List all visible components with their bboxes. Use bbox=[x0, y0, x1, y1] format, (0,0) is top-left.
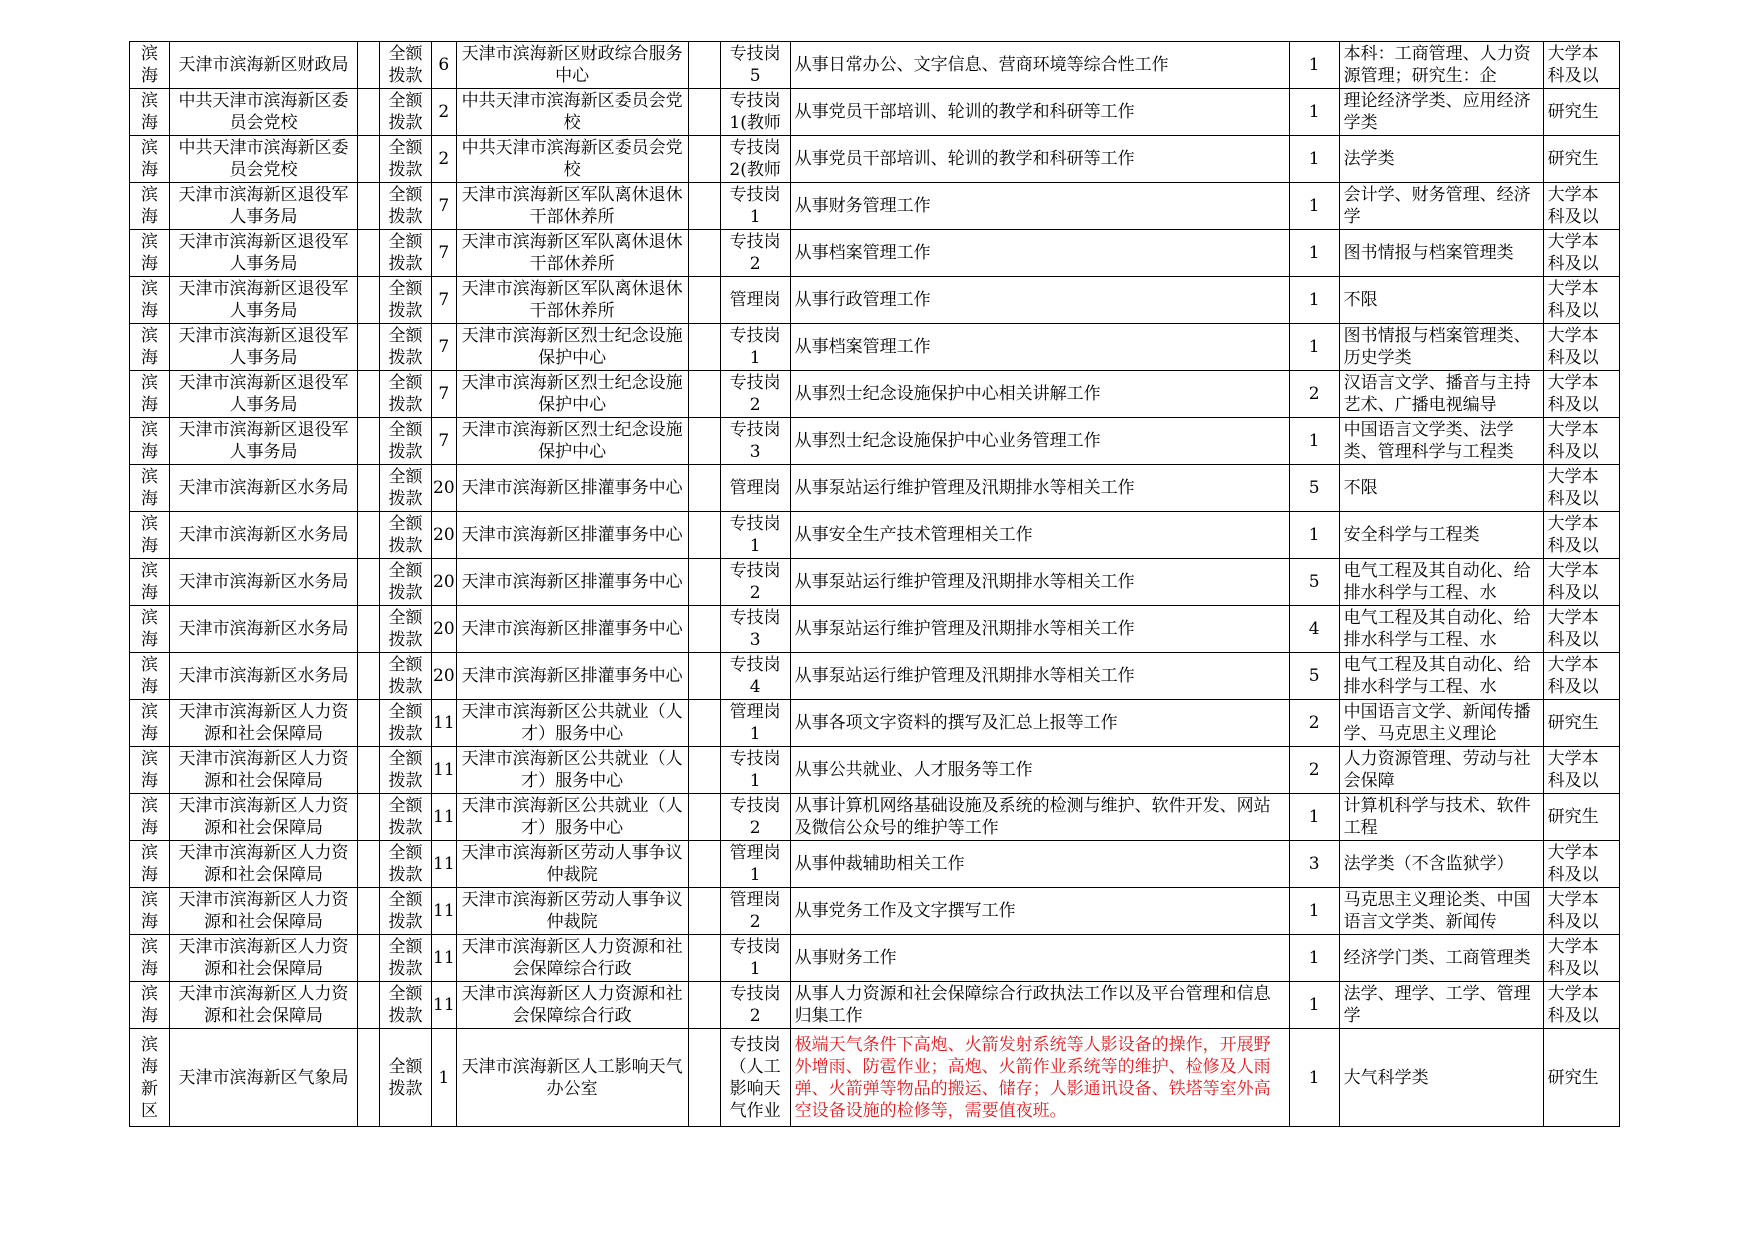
region-cell[interactable]: 滨海 bbox=[130, 700, 170, 747]
major-cell[interactable]: 本科：工商管理、人力资源管理；研究生：企 bbox=[1339, 42, 1543, 89]
unit-cell[interactable]: 天津市滨海新区排灌事务中心 bbox=[456, 465, 688, 512]
department-cell[interactable]: 天津市滨海新区财政局 bbox=[170, 42, 358, 89]
table-row bbox=[130, 371, 1620, 418]
count-cell[interactable]: 1 bbox=[1289, 1029, 1339, 1127]
education-cell[interactable]: 大学本科及以 bbox=[1543, 841, 1619, 888]
unit-cell[interactable]: 中共天津市滨海新区委员会党校 bbox=[456, 89, 688, 136]
blank-cell[interactable] bbox=[358, 371, 380, 418]
unit-cell[interactable]: 天津市滨海新区公共就业（人才）服务中心 bbox=[456, 794, 688, 841]
major-cell[interactable]: 人力资源管理、劳动与社会保障 bbox=[1339, 747, 1543, 794]
unit-cell[interactable]: 天津市滨海新区劳动人事争议仲裁院 bbox=[456, 841, 688, 888]
blank-cell[interactable] bbox=[688, 230, 720, 277]
education-cell[interactable]: 大学本科及以 bbox=[1543, 42, 1619, 89]
blank-cell[interactable] bbox=[358, 841, 380, 888]
duty-cell[interactable]: 从事档案管理工作 bbox=[790, 230, 1289, 277]
region-cell[interactable]: 滨海 bbox=[130, 512, 170, 559]
duty-cell[interactable]: 从事党员干部培训、轮训的教学和科研等工作 bbox=[790, 89, 1289, 136]
region-cell[interactable]: 滨海新区 bbox=[130, 1029, 170, 1127]
department-cell[interactable]: 天津市滨海新区退役军人事务局 bbox=[170, 183, 358, 230]
major-cell[interactable]: 经济学门类、工商管理类 bbox=[1339, 935, 1543, 982]
blank-cell[interactable] bbox=[358, 324, 380, 371]
department-cell[interactable]: 中共天津市滨海新区委员会党校 bbox=[170, 89, 358, 136]
region-cell[interactable]: 滨海 bbox=[130, 324, 170, 371]
blank-cell[interactable] bbox=[358, 89, 380, 136]
recruitment-table bbox=[129, 41, 1620, 1127]
duty-cell[interactable]: 从事泵站运行维护管理及汛期排水等相关工作 bbox=[790, 559, 1289, 606]
region-cell[interactable]: 滨海 bbox=[130, 888, 170, 935]
unit-cell[interactable]: 天津市滨海新区烈士纪念设施保护中心 bbox=[456, 324, 688, 371]
department-cell[interactable]: 天津市滨海新区退役军人事务局 bbox=[170, 277, 358, 324]
code-cell[interactable]: 11 bbox=[432, 794, 457, 841]
table-row bbox=[130, 136, 1620, 183]
post-cell[interactable]: 管理岗1 bbox=[720, 700, 790, 747]
funding-cell[interactable]: 全额拨款 bbox=[380, 982, 432, 1029]
blank-cell[interactable] bbox=[688, 747, 720, 794]
department-cell[interactable]: 天津市滨海新区退役军人事务局 bbox=[170, 418, 358, 465]
region-cell[interactable]: 滨海 bbox=[130, 277, 170, 324]
count-cell[interactable]: 1 bbox=[1289, 512, 1339, 559]
code-cell[interactable]: 20 bbox=[432, 465, 457, 512]
duty-cell[interactable]: 从事各项文字资料的撰写及汇总上报等工作 bbox=[790, 700, 1289, 747]
table-row bbox=[130, 559, 1620, 606]
major-cell[interactable]: 法学、理学、工学、管理学 bbox=[1339, 982, 1543, 1029]
funding-cell[interactable]: 全额拨款 bbox=[380, 559, 432, 606]
education-cell[interactable]: 大学本科及以 bbox=[1543, 747, 1619, 794]
post-cell[interactable]: 专技岗5 bbox=[720, 42, 790, 89]
unit-cell[interactable]: 天津市滨海新区军队离休退休干部休养所 bbox=[456, 230, 688, 277]
blank-cell[interactable] bbox=[688, 794, 720, 841]
funding-cell[interactable]: 全额拨款 bbox=[380, 794, 432, 841]
count-cell[interactable]: 5 bbox=[1289, 653, 1339, 700]
code-cell[interactable]: 20 bbox=[432, 559, 457, 606]
code-cell[interactable]: 1 bbox=[432, 1029, 457, 1127]
duty-cell[interactable]: 从事财务工作 bbox=[790, 935, 1289, 982]
blank-cell[interactable] bbox=[688, 982, 720, 1029]
department-cell[interactable]: 天津市滨海新区退役军人事务局 bbox=[170, 324, 358, 371]
table-row bbox=[130, 700, 1620, 747]
unit-cell[interactable]: 天津市滨海新区军队离休退休干部休养所 bbox=[456, 277, 688, 324]
count-cell[interactable]: 1 bbox=[1289, 794, 1339, 841]
department-cell[interactable]: 天津市滨海新区人力资源和社会保障局 bbox=[170, 794, 358, 841]
post-cell[interactable]: 管理岗 bbox=[720, 277, 790, 324]
duty-cell[interactable]: 从事财务管理工作 bbox=[790, 183, 1289, 230]
department-cell[interactable]: 天津市滨海新区人力资源和社会保障局 bbox=[170, 982, 358, 1029]
unit-cell[interactable]: 天津市滨海新区劳动人事争议仲裁院 bbox=[456, 888, 688, 935]
major-cell[interactable]: 法学类（不含监狱学） bbox=[1339, 841, 1543, 888]
major-cell[interactable]: 法学类 bbox=[1339, 136, 1543, 183]
count-cell[interactable]: 1 bbox=[1289, 418, 1339, 465]
unit-cell[interactable]: 天津市滨海新区排灌事务中心 bbox=[456, 559, 688, 606]
funding-cell[interactable]: 全额拨款 bbox=[380, 324, 432, 371]
duty-cell[interactable]: 极端天气条件下高炮、火箭发射系统等人影设备的操作，开展野外增雨、防雹作业；高炮、火箭作业系统等的维护、检修及人雨弹、火箭弹等物品的搬运、储存；人影通讯设备、铁塔等室外高空设备设施的检修等，需要值夜班。 bbox=[790, 1029, 1289, 1127]
unit-cell[interactable]: 天津市滨海新区军队离休退休干部休养所 bbox=[456, 183, 688, 230]
region-cell[interactable]: 滨海 bbox=[130, 606, 170, 653]
table-row bbox=[130, 747, 1620, 794]
department-cell[interactable]: 天津市滨海新区气象局 bbox=[170, 1029, 358, 1127]
major-cell[interactable]: 图书情报与档案管理类 bbox=[1339, 230, 1543, 277]
department-cell[interactable]: 天津市滨海新区人力资源和社会保障局 bbox=[170, 935, 358, 982]
funding-cell[interactable]: 全额拨款 bbox=[380, 653, 432, 700]
region-cell[interactable]: 滨海 bbox=[130, 42, 170, 89]
duty-cell[interactable]: 从事日常办公、文字信息、营商环境等综合性工作 bbox=[790, 42, 1289, 89]
post-cell[interactable]: 管理岗2 bbox=[720, 888, 790, 935]
post-cell[interactable]: 专技岗3 bbox=[720, 606, 790, 653]
code-cell[interactable]: 7 bbox=[432, 183, 457, 230]
code-cell[interactable]: 11 bbox=[432, 841, 457, 888]
duty-cell[interactable]: 从事公共就业、人才服务等工作 bbox=[790, 747, 1289, 794]
blank-cell[interactable] bbox=[688, 371, 720, 418]
department-cell[interactable]: 天津市滨海新区退役军人事务局 bbox=[170, 230, 358, 277]
blank-cell[interactable] bbox=[688, 559, 720, 606]
region-cell[interactable]: 滨海 bbox=[130, 183, 170, 230]
unit-cell[interactable]: 天津市滨海新区排灌事务中心 bbox=[456, 653, 688, 700]
education-cell[interactable]: 大学本科及以 bbox=[1543, 888, 1619, 935]
duty-cell[interactable]: 从事人力资源和社会保障综合行政执法工作以及平台管理和信息归集工作 bbox=[790, 982, 1289, 1029]
table-row bbox=[130, 888, 1620, 935]
education-cell[interactable]: 大学本科及以 bbox=[1543, 324, 1619, 371]
major-cell[interactable]: 安全科学与工程类 bbox=[1339, 512, 1543, 559]
education-cell[interactable]: 大学本科及以 bbox=[1543, 418, 1619, 465]
duty-cell[interactable]: 从事泵站运行维护管理及汛期排水等相关工作 bbox=[790, 465, 1289, 512]
department-cell[interactable]: 中共天津市滨海新区委员会党校 bbox=[170, 136, 358, 183]
funding-cell[interactable]: 全额拨款 bbox=[380, 841, 432, 888]
count-cell[interactable]: 1 bbox=[1289, 324, 1339, 371]
education-cell[interactable]: 研究生 bbox=[1543, 700, 1619, 747]
funding-cell[interactable]: 全额拨款 bbox=[380, 512, 432, 559]
count-cell[interactable]: 1 bbox=[1289, 42, 1339, 89]
department-cell[interactable]: 天津市滨海新区水务局 bbox=[170, 653, 358, 700]
major-cell[interactable]: 中国语言文学类、法学类、管理科学与工程类 bbox=[1339, 418, 1543, 465]
table-row bbox=[130, 230, 1620, 277]
duty-cell[interactable]: 从事行政管理工作 bbox=[790, 277, 1289, 324]
count-cell[interactable]: 1 bbox=[1289, 183, 1339, 230]
blank-cell[interactable] bbox=[688, 888, 720, 935]
department-cell[interactable]: 天津市滨海新区人力资源和社会保障局 bbox=[170, 700, 358, 747]
department-cell[interactable]: 天津市滨海新区水务局 bbox=[170, 559, 358, 606]
funding-cell[interactable]: 全额拨款 bbox=[380, 230, 432, 277]
unit-cell[interactable]: 天津市滨海新区人工影响天气办公室 bbox=[456, 1029, 688, 1127]
department-cell[interactable]: 天津市滨海新区水务局 bbox=[170, 606, 358, 653]
blank-cell[interactable] bbox=[358, 935, 380, 982]
unit-cell[interactable]: 天津市滨海新区财政综合服务中心 bbox=[456, 42, 688, 89]
blank-cell[interactable] bbox=[688, 465, 720, 512]
blank-cell[interactable] bbox=[358, 1029, 380, 1127]
region-cell[interactable]: 滨海 bbox=[130, 136, 170, 183]
post-cell[interactable]: 专技岗2 bbox=[720, 982, 790, 1029]
table-row bbox=[130, 418, 1620, 465]
education-cell[interactable]: 研究生 bbox=[1543, 89, 1619, 136]
blank-cell[interactable] bbox=[688, 606, 720, 653]
funding-cell[interactable]: 全额拨款 bbox=[380, 888, 432, 935]
count-cell[interactable]: 1 bbox=[1289, 89, 1339, 136]
blank-cell[interactable] bbox=[688, 418, 720, 465]
blank-cell[interactable] bbox=[358, 559, 380, 606]
duty-cell[interactable]: 从事党务工作及文字撰写工作 bbox=[790, 888, 1289, 935]
education-cell[interactable]: 大学本科及以 bbox=[1543, 559, 1619, 606]
funding-cell[interactable]: 全额拨款 bbox=[380, 465, 432, 512]
blank-cell[interactable] bbox=[358, 512, 380, 559]
education-cell[interactable]: 大学本科及以 bbox=[1543, 512, 1619, 559]
count-cell[interactable]: 1 bbox=[1289, 277, 1339, 324]
post-cell[interactable]: 专技岗（人工影响天气作业 bbox=[720, 1029, 790, 1127]
duty-cell[interactable]: 从事泵站运行维护管理及汛期排水等相关工作 bbox=[790, 606, 1289, 653]
unit-cell[interactable]: 天津市滨海新区人力资源和社会保障综合行政 bbox=[456, 935, 688, 982]
table-row bbox=[130, 42, 1620, 89]
major-cell[interactable]: 会计学、财务管理、经济学 bbox=[1339, 183, 1543, 230]
department-cell[interactable]: 天津市滨海新区人力资源和社会保障局 bbox=[170, 888, 358, 935]
education-cell[interactable]: 大学本科及以 bbox=[1543, 653, 1619, 700]
post-cell[interactable]: 专技岗1 bbox=[720, 324, 790, 371]
count-cell[interactable]: 1 bbox=[1289, 935, 1339, 982]
table-row bbox=[130, 841, 1620, 888]
unit-cell[interactable]: 天津市滨海新区公共就业（人才）服务中心 bbox=[456, 747, 688, 794]
region-cell[interactable]: 滨海 bbox=[130, 465, 170, 512]
table-row bbox=[130, 794, 1620, 841]
code-cell[interactable]: 7 bbox=[432, 324, 457, 371]
code-cell[interactable]: 11 bbox=[432, 888, 457, 935]
funding-cell[interactable]: 全额拨款 bbox=[380, 89, 432, 136]
major-cell[interactable]: 马克思主义理论类、中国语言文学类、新闻传 bbox=[1339, 888, 1543, 935]
duty-cell[interactable]: 从事仲裁辅助相关工作 bbox=[790, 841, 1289, 888]
code-cell[interactable]: 6 bbox=[432, 42, 457, 89]
code-cell[interactable]: 7 bbox=[432, 230, 457, 277]
education-cell[interactable]: 研究生 bbox=[1543, 1029, 1619, 1127]
post-cell[interactable]: 专技岗2(教师 bbox=[720, 136, 790, 183]
department-cell[interactable]: 天津市滨海新区人力资源和社会保障局 bbox=[170, 841, 358, 888]
region-cell[interactable]: 滨海 bbox=[130, 982, 170, 1029]
count-cell[interactable]: 3 bbox=[1289, 841, 1339, 888]
count-cell[interactable]: 5 bbox=[1289, 465, 1339, 512]
funding-cell[interactable]: 全额拨款 bbox=[380, 42, 432, 89]
table-row bbox=[130, 606, 1620, 653]
unit-cell[interactable]: 天津市滨海新区公共就业（人才）服务中心 bbox=[456, 700, 688, 747]
duty-cell[interactable]: 从事泵站运行维护管理及汛期排水等相关工作 bbox=[790, 653, 1289, 700]
education-cell[interactable]: 大学本科及以 bbox=[1543, 982, 1619, 1029]
funding-cell[interactable]: 全额拨款 bbox=[380, 747, 432, 794]
education-cell[interactable]: 研究生 bbox=[1543, 794, 1619, 841]
post-cell[interactable]: 专技岗3 bbox=[720, 418, 790, 465]
major-cell[interactable]: 中国语言文学、新闻传播学、马克思主义理论 bbox=[1339, 700, 1543, 747]
major-cell[interactable]: 电气工程及其自动化、给排水科学与工程、水 bbox=[1339, 559, 1543, 606]
count-cell[interactable]: 4 bbox=[1289, 606, 1339, 653]
blank-cell[interactable] bbox=[358, 982, 380, 1029]
department-cell[interactable]: 天津市滨海新区水务局 bbox=[170, 512, 358, 559]
major-cell[interactable]: 大气科学类 bbox=[1339, 1029, 1543, 1127]
region-cell[interactable]: 滨海 bbox=[130, 747, 170, 794]
blank-cell[interactable] bbox=[688, 512, 720, 559]
post-cell[interactable]: 专技岗1 bbox=[720, 183, 790, 230]
code-cell[interactable]: 11 bbox=[432, 935, 457, 982]
post-cell[interactable]: 专技岗4 bbox=[720, 653, 790, 700]
code-cell[interactable]: 7 bbox=[432, 277, 457, 324]
blank-cell[interactable] bbox=[688, 89, 720, 136]
table-row bbox=[130, 653, 1620, 700]
code-cell[interactable]: 20 bbox=[432, 512, 457, 559]
post-cell[interactable]: 专技岗1 bbox=[720, 512, 790, 559]
funding-cell[interactable]: 全额拨款 bbox=[380, 183, 432, 230]
blank-cell[interactable] bbox=[358, 136, 380, 183]
duty-cell[interactable]: 从事党员干部培训、轮训的教学和科研等工作 bbox=[790, 136, 1289, 183]
table-row bbox=[130, 324, 1620, 371]
major-cell[interactable]: 计算机科学与技术、软件工程 bbox=[1339, 794, 1543, 841]
count-cell[interactable]: 2 bbox=[1289, 371, 1339, 418]
code-cell[interactable]: 2 bbox=[432, 136, 457, 183]
blank-cell[interactable] bbox=[358, 700, 380, 747]
post-cell[interactable]: 管理岗1 bbox=[720, 841, 790, 888]
table-row bbox=[130, 183, 1620, 230]
unit-cell[interactable]: 天津市滨海新区排灌事务中心 bbox=[456, 512, 688, 559]
blank-cell[interactable] bbox=[688, 1029, 720, 1127]
department-cell[interactable]: 天津市滨海新区水务局 bbox=[170, 465, 358, 512]
region-cell[interactable]: 滨海 bbox=[130, 841, 170, 888]
post-cell[interactable]: 专技岗2 bbox=[720, 230, 790, 277]
education-cell[interactable]: 研究生 bbox=[1543, 136, 1619, 183]
code-cell[interactable]: 7 bbox=[432, 371, 457, 418]
blank-cell[interactable] bbox=[358, 418, 380, 465]
education-cell[interactable]: 大学本科及以 bbox=[1543, 465, 1619, 512]
blank-cell[interactable] bbox=[358, 747, 380, 794]
code-cell[interactable]: 11 bbox=[432, 700, 457, 747]
unit-cell[interactable]: 中共天津市滨海新区委员会党校 bbox=[456, 136, 688, 183]
blank-cell[interactable] bbox=[358, 183, 380, 230]
table-row bbox=[130, 277, 1620, 324]
table-row bbox=[130, 935, 1620, 982]
blank-cell[interactable] bbox=[358, 230, 380, 277]
duty-cell[interactable]: 从事档案管理工作 bbox=[790, 324, 1289, 371]
post-cell[interactable]: 专技岗2 bbox=[720, 371, 790, 418]
blank-cell[interactable] bbox=[358, 888, 380, 935]
duty-cell[interactable]: 从事烈士纪念设施保护中心相关讲解工作 bbox=[790, 371, 1289, 418]
funding-cell[interactable]: 全额拨款 bbox=[380, 935, 432, 982]
post-cell[interactable]: 专技岗2 bbox=[720, 559, 790, 606]
region-cell[interactable]: 滨海 bbox=[130, 371, 170, 418]
funding-cell[interactable]: 全额拨款 bbox=[380, 606, 432, 653]
code-cell[interactable]: 7 bbox=[432, 418, 457, 465]
count-cell[interactable]: 1 bbox=[1289, 136, 1339, 183]
code-cell[interactable]: 2 bbox=[432, 89, 457, 136]
count-cell[interactable]: 2 bbox=[1289, 700, 1339, 747]
blank-cell[interactable] bbox=[688, 324, 720, 371]
blank-cell[interactable] bbox=[358, 42, 380, 89]
table-row bbox=[130, 1029, 1620, 1127]
education-cell[interactable]: 大学本科及以 bbox=[1543, 935, 1619, 982]
region-cell[interactable]: 滨海 bbox=[130, 89, 170, 136]
blank-cell[interactable] bbox=[358, 653, 380, 700]
blank-cell[interactable] bbox=[358, 277, 380, 324]
post-cell[interactable]: 专技岗1 bbox=[720, 935, 790, 982]
blank-cell[interactable] bbox=[688, 935, 720, 982]
major-cell[interactable]: 汉语言文学、播音与主持艺术、广播电视编导 bbox=[1339, 371, 1543, 418]
department-cell[interactable]: 天津市滨海新区退役军人事务局 bbox=[170, 371, 358, 418]
table-row bbox=[130, 465, 1620, 512]
blank-cell[interactable] bbox=[358, 606, 380, 653]
major-cell[interactable]: 不限 bbox=[1339, 465, 1543, 512]
major-cell[interactable]: 理论经济学类、应用经济学类 bbox=[1339, 89, 1543, 136]
count-cell[interactable]: 1 bbox=[1289, 230, 1339, 277]
blank-cell[interactable] bbox=[688, 841, 720, 888]
funding-cell[interactable]: 全额拨款 bbox=[380, 418, 432, 465]
education-cell[interactable]: 大学本科及以 bbox=[1543, 606, 1619, 653]
region-cell[interactable]: 滨海 bbox=[130, 559, 170, 606]
code-cell[interactable]: 11 bbox=[432, 982, 457, 1029]
duty-cell[interactable]: 从事安全生产技术管理相关工作 bbox=[790, 512, 1289, 559]
region-cell[interactable]: 滨海 bbox=[130, 935, 170, 982]
major-cell[interactable]: 电气工程及其自动化、给排水科学与工程、水 bbox=[1339, 653, 1543, 700]
post-cell[interactable]: 管理岗 bbox=[720, 465, 790, 512]
funding-cell[interactable]: 全额拨款 bbox=[380, 136, 432, 183]
unit-cell[interactable]: 天津市滨海新区烈士纪念设施保护中心 bbox=[456, 371, 688, 418]
table-row bbox=[130, 89, 1620, 136]
region-cell[interactable]: 滨海 bbox=[130, 418, 170, 465]
blank-cell[interactable] bbox=[688, 183, 720, 230]
code-cell[interactable]: 11 bbox=[432, 747, 457, 794]
unit-cell[interactable]: 天津市滨海新区烈士纪念设施保护中心 bbox=[456, 418, 688, 465]
funding-cell[interactable]: 全额拨款 bbox=[380, 700, 432, 747]
funding-cell[interactable]: 全额拨款 bbox=[380, 277, 432, 324]
funding-cell[interactable]: 全额拨款 bbox=[380, 371, 432, 418]
education-cell[interactable]: 大学本科及以 bbox=[1543, 183, 1619, 230]
post-cell[interactable]: 专技岗2 bbox=[720, 794, 790, 841]
blank-cell[interactable] bbox=[688, 42, 720, 89]
count-cell[interactable]: 1 bbox=[1289, 888, 1339, 935]
education-cell[interactable]: 大学本科及以 bbox=[1543, 371, 1619, 418]
unit-cell[interactable]: 天津市滨海新区人力资源和社会保障综合行政 bbox=[456, 982, 688, 1029]
region-cell[interactable]: 滨海 bbox=[130, 794, 170, 841]
major-cell[interactable]: 电气工程及其自动化、给排水科学与工程、水 bbox=[1339, 606, 1543, 653]
post-cell[interactable]: 专技岗1 bbox=[720, 747, 790, 794]
blank-cell[interactable] bbox=[688, 277, 720, 324]
blank-cell[interactable] bbox=[688, 653, 720, 700]
major-cell[interactable]: 图书情报与档案管理类、历史学类 bbox=[1339, 324, 1543, 371]
duty-cell[interactable]: 从事烈士纪念设施保护中心业务管理工作 bbox=[790, 418, 1289, 465]
major-cell[interactable]: 不限 bbox=[1339, 277, 1543, 324]
department-cell[interactable]: 天津市滨海新区人力资源和社会保障局 bbox=[170, 747, 358, 794]
unit-cell[interactable]: 天津市滨海新区排灌事务中心 bbox=[456, 606, 688, 653]
table-row bbox=[130, 512, 1620, 559]
table-row bbox=[130, 982, 1620, 1029]
count-cell[interactable]: 5 bbox=[1289, 559, 1339, 606]
education-cell[interactable]: 大学本科及以 bbox=[1543, 230, 1619, 277]
duty-cell[interactable]: 从事计算机网络基础设施及系统的检测与维护、软件开发、网站及微信公众号的维护等工作 bbox=[790, 794, 1289, 841]
funding-cell[interactable]: 全额拨款 bbox=[380, 1029, 432, 1127]
code-cell[interactable]: 20 bbox=[432, 653, 457, 700]
blank-cell[interactable] bbox=[688, 700, 720, 747]
blank-cell[interactable] bbox=[688, 136, 720, 183]
region-cell[interactable]: 滨海 bbox=[130, 230, 170, 277]
education-cell[interactable]: 大学本科及以 bbox=[1543, 277, 1619, 324]
count-cell[interactable]: 2 bbox=[1289, 747, 1339, 794]
region-cell[interactable]: 滨海 bbox=[130, 653, 170, 700]
count-cell[interactable]: 1 bbox=[1289, 982, 1339, 1029]
blank-cell[interactable] bbox=[358, 465, 380, 512]
post-cell[interactable]: 专技岗1(教师 bbox=[720, 89, 790, 136]
code-cell[interactable]: 20 bbox=[432, 606, 457, 653]
blank-cell[interactable] bbox=[358, 794, 380, 841]
